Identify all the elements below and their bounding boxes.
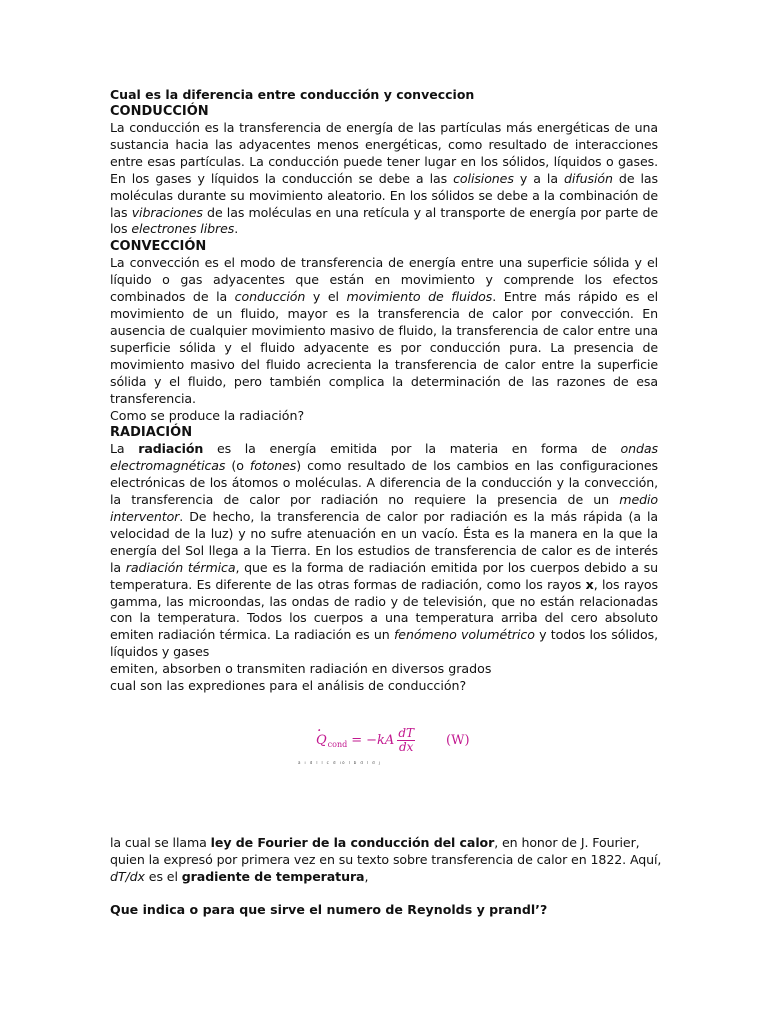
heading-radiacion: RADIACIÓN: [110, 425, 193, 441]
text-run: , los rayos gamma, las microondas, las ondas de radio y de televisión, que no están relacionadas con la temperatura. Todos los cuerpos a una temperatura arriba del cero absoluto emiten radiación térmica. La radiación es un: [110, 576, 658, 643]
emphasis-electrones-libres: electrones libres: [131, 221, 235, 237]
fraction-denominator: dx: [398, 739, 414, 754]
emphasis-difusion: difusión: [564, 170, 613, 186]
question-reynolds-prandtl: Que indica o para que sirve el numero de Reynolds y prandl’?: [110, 901, 548, 917]
text-run: ) como resultado de los cambios en las configuraciones electrónicas de los átomos o moléculas. A diferencia de la conducción y la convección, la transferencia de calor por radiación no requiere la presencia de un: [110, 458, 658, 508]
unit-label: (W): [446, 732, 470, 748]
bold-x: x: [585, 576, 594, 592]
heading-conveccion: CONVECCIÓN: [110, 239, 207, 255]
text-run: La: [110, 441, 139, 457]
emphasis-ondas: ondas electromagnéticas: [110, 441, 658, 474]
emphasis-radiacion-termica: radiación térmica: [125, 559, 236, 575]
fraction-numerator: dT: [398, 725, 415, 740]
text-run: es la energía emitida por la materia en forma de: [203, 441, 621, 457]
document-title: Cual es la diferencia entre conducción y conveccion: [110, 87, 475, 102]
clipped-caption-line: à i d l l c d ió l b d l d j: [298, 761, 382, 765]
bold-radiacion: radiación: [138, 441, 204, 457]
paragraph-conveccion: [110, 255, 658, 407]
fourier-section: [110, 835, 670, 930]
emphasis-colisiones: colisiones: [453, 170, 514, 186]
emphasis-vibraciones: vibraciones: [131, 204, 203, 220]
text-run: La convección es el modo de transferencia de energía entre una superficie sólida y el líquido o gas adyacentes que están en movimiento y comprende los efectos combinados de la: [110, 255, 658, 305]
emphasis-medio-interventor: medio interventor: [110, 492, 658, 525]
heading-conduccion: CONDUCCIÓN: [110, 104, 209, 119]
emphasis-fotones: fotones: [249, 458, 297, 474]
question-expresiones: cual son las exprediones para el análisis de conducción?: [110, 678, 467, 694]
line-absorben: emiten, absorben o transmiten radiación en diversos grados: [110, 661, 492, 677]
text-run: y el: [305, 289, 347, 305]
fourier-equation: [316, 720, 470, 760]
text-run: (o: [225, 458, 250, 474]
equals-sign: =: [351, 732, 363, 748]
document-body: [110, 87, 658, 695]
text-run: , en honor de J. Fourier, quien la expresó por primera vez en su texto sobre transferencia de calor en 1822. Aquí,: [110, 835, 662, 867]
paragraph-conduccion: [110, 120, 658, 238]
text-run: .: [234, 221, 239, 237]
q-subscript: cond: [327, 739, 348, 749]
bold-gradiente: gradiente de temperatura: [181, 868, 365, 884]
question-radiacion: Como se produce la radiación?: [110, 407, 305, 423]
text-run: . De hecho, la transferencia de calor por radiación es la más rápida (a la velocidad de la luz) y no sufre atenuación en un vacío. Ésta es la manera en la que la energía del Sol llega a la Tierra. En los estudios de transferencia de calor es de interés la: [110, 509, 658, 575]
text-run: ,: [364, 868, 369, 884]
bold-ley-fourier: ley de Fourier de la conducción del calor: [210, 835, 495, 850]
text-run: , que es la forma de radiación emitida por los cuerpos debido a su temperatura. Es diferente de las otras formas de radiación, como los rayos: [110, 559, 659, 592]
emphasis-fenomeno-volumetrico: fenómeno volumétrico: [393, 627, 535, 643]
emphasis-dtdx: dT/dx: [110, 868, 145, 884]
text-run: y a la: [513, 170, 565, 186]
emphasis-conduccion: conducción: [234, 289, 306, 305]
text-run: La conducción es la transferencia de energía de las partículas más energéticas de una sustancia hacia las adyacentes menos energéticas, como resultado de interacciones entre esas partículas. La conducción puede tener lugar en los sólidos, líquidos o gases. En los gases y líquidos la conducción se debe a las: [110, 120, 658, 186]
paragraph-fourier: [110, 835, 670, 886]
text-run: la cual se llama: [110, 835, 211, 850]
rhs-term: −kA: [366, 732, 395, 748]
text-run: de las moléculas en una retícula y al transporte de energía por parte de los: [110, 204, 658, 237]
paragraph-radiacion: [110, 441, 658, 661]
text-run: y todos los sólidos, líquidos y gases: [110, 627, 658, 660]
text-run: es el: [144, 868, 182, 884]
text-run: . Entre más rápido es el movimiento de un fluido, mayor es la transferencia de calor por convección. En ausencia de cualquier movimiento masivo de fluido, la transferencia de calor entre una superficie sólida y el fluido adyacente es por conducción pura. La presencia de movimiento masivo del fluido acrecienta la transferencia de calor entre la superficie sólida y el fluido, pero también complica la determinación de las razones de esa transferencia.: [110, 289, 658, 406]
text-run: de las moléculas durante su movimiento aleatorio. En los sólidos se debe a la combinación de las: [110, 170, 659, 220]
emphasis-movimiento-fluidos: movimiento de fluidos: [346, 289, 493, 305]
derivative-fraction: [397, 727, 415, 754]
q-dot-symbol: · Q: [316, 733, 327, 748]
